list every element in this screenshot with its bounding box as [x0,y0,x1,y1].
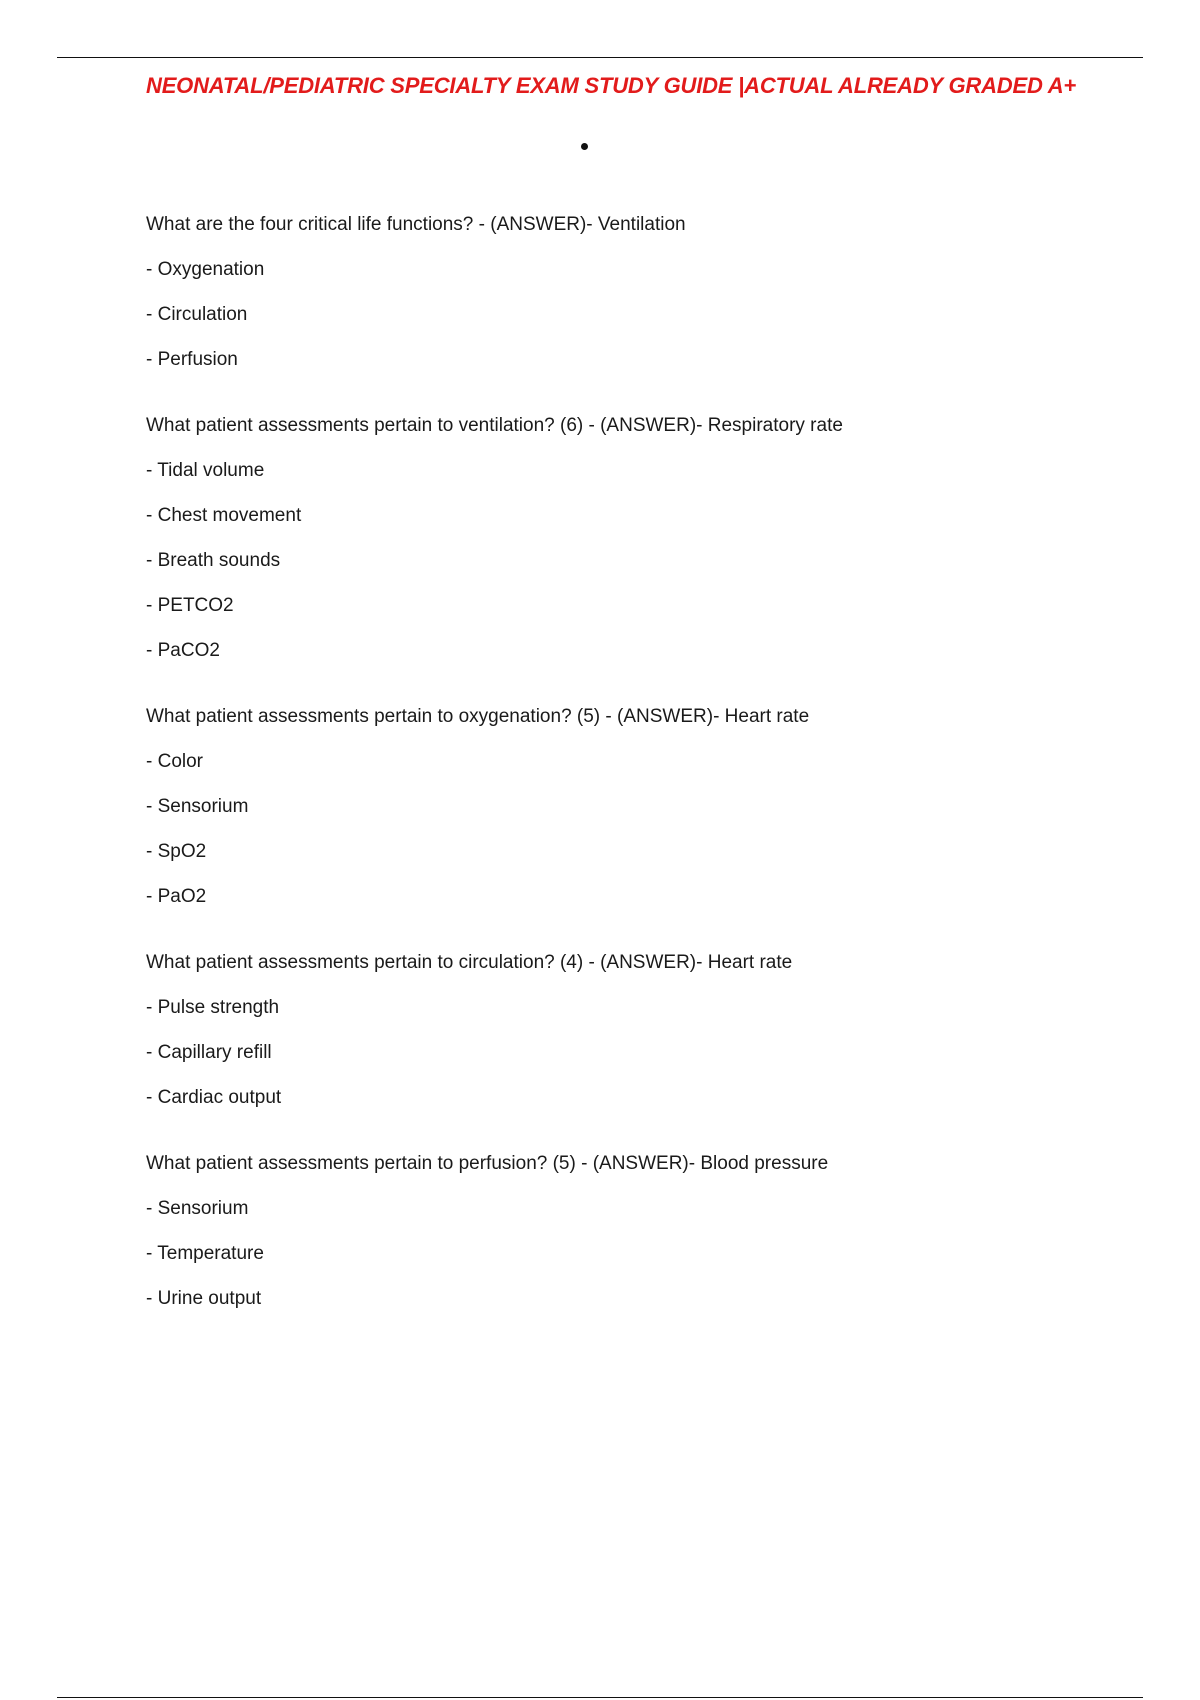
answer-item: - PaCO2 [146,640,220,661]
answer-item: - Circulation [146,304,248,325]
answer-item: - Temperature [146,1243,264,1264]
question-line: What patient assessments pertain to ventilation? (6) - (ANSWER)- Respiratory rate [146,415,843,436]
answer-item: - PaO2 [146,886,207,907]
qa-block [146,952,1106,1109]
answer-item: - Sensorium [146,1198,249,1219]
question-line: What patient assessments pertain to circulation? (4) - (ANSWER)- Heart rate [146,952,793,973]
answer-item: - Urine output [146,1288,262,1309]
document-title: NEONATAL/PEDIATRIC SPECIALTY EXAM STUDY GUIDE |ACTUAL ALREADY GRADED A+ [146,73,1077,98]
answer-item: - Capillary refill [146,1042,272,1063]
question-line: What patient assessments pertain to oxygenation? (5) - (ANSWER)- Heart rate [146,706,810,727]
qa-block [146,706,1106,908]
answer-item: - Chest movement [146,505,302,526]
bottom-divider [57,1697,1143,1698]
answer-item: - Perfusion [146,349,238,370]
answer-item: - Breath sounds [146,550,281,571]
question-line: What are the four critical life functions? - (ANSWER)- Ventilation [146,214,686,235]
answer-item: - PETCO2 [146,595,234,616]
answer-item: - Color [146,751,204,772]
answer-item: - Cardiac output [146,1087,282,1108]
bullet-marker [581,143,588,150]
qa-block [146,214,1106,371]
answer-item: - Pulse strength [146,997,280,1018]
qa-block [146,415,1106,662]
answer-item: - Tidal volume [146,460,265,481]
question-line: What patient assessments pertain to perfusion? (5) - (ANSWER)- Blood pressure [146,1153,829,1174]
answer-item: - SpO2 [146,841,207,862]
document-body [146,214,1106,1354]
top-divider [57,57,1143,58]
answer-item: - Sensorium [146,796,249,817]
answer-item: - Oxygenation [146,259,265,280]
qa-block [146,1153,1106,1310]
